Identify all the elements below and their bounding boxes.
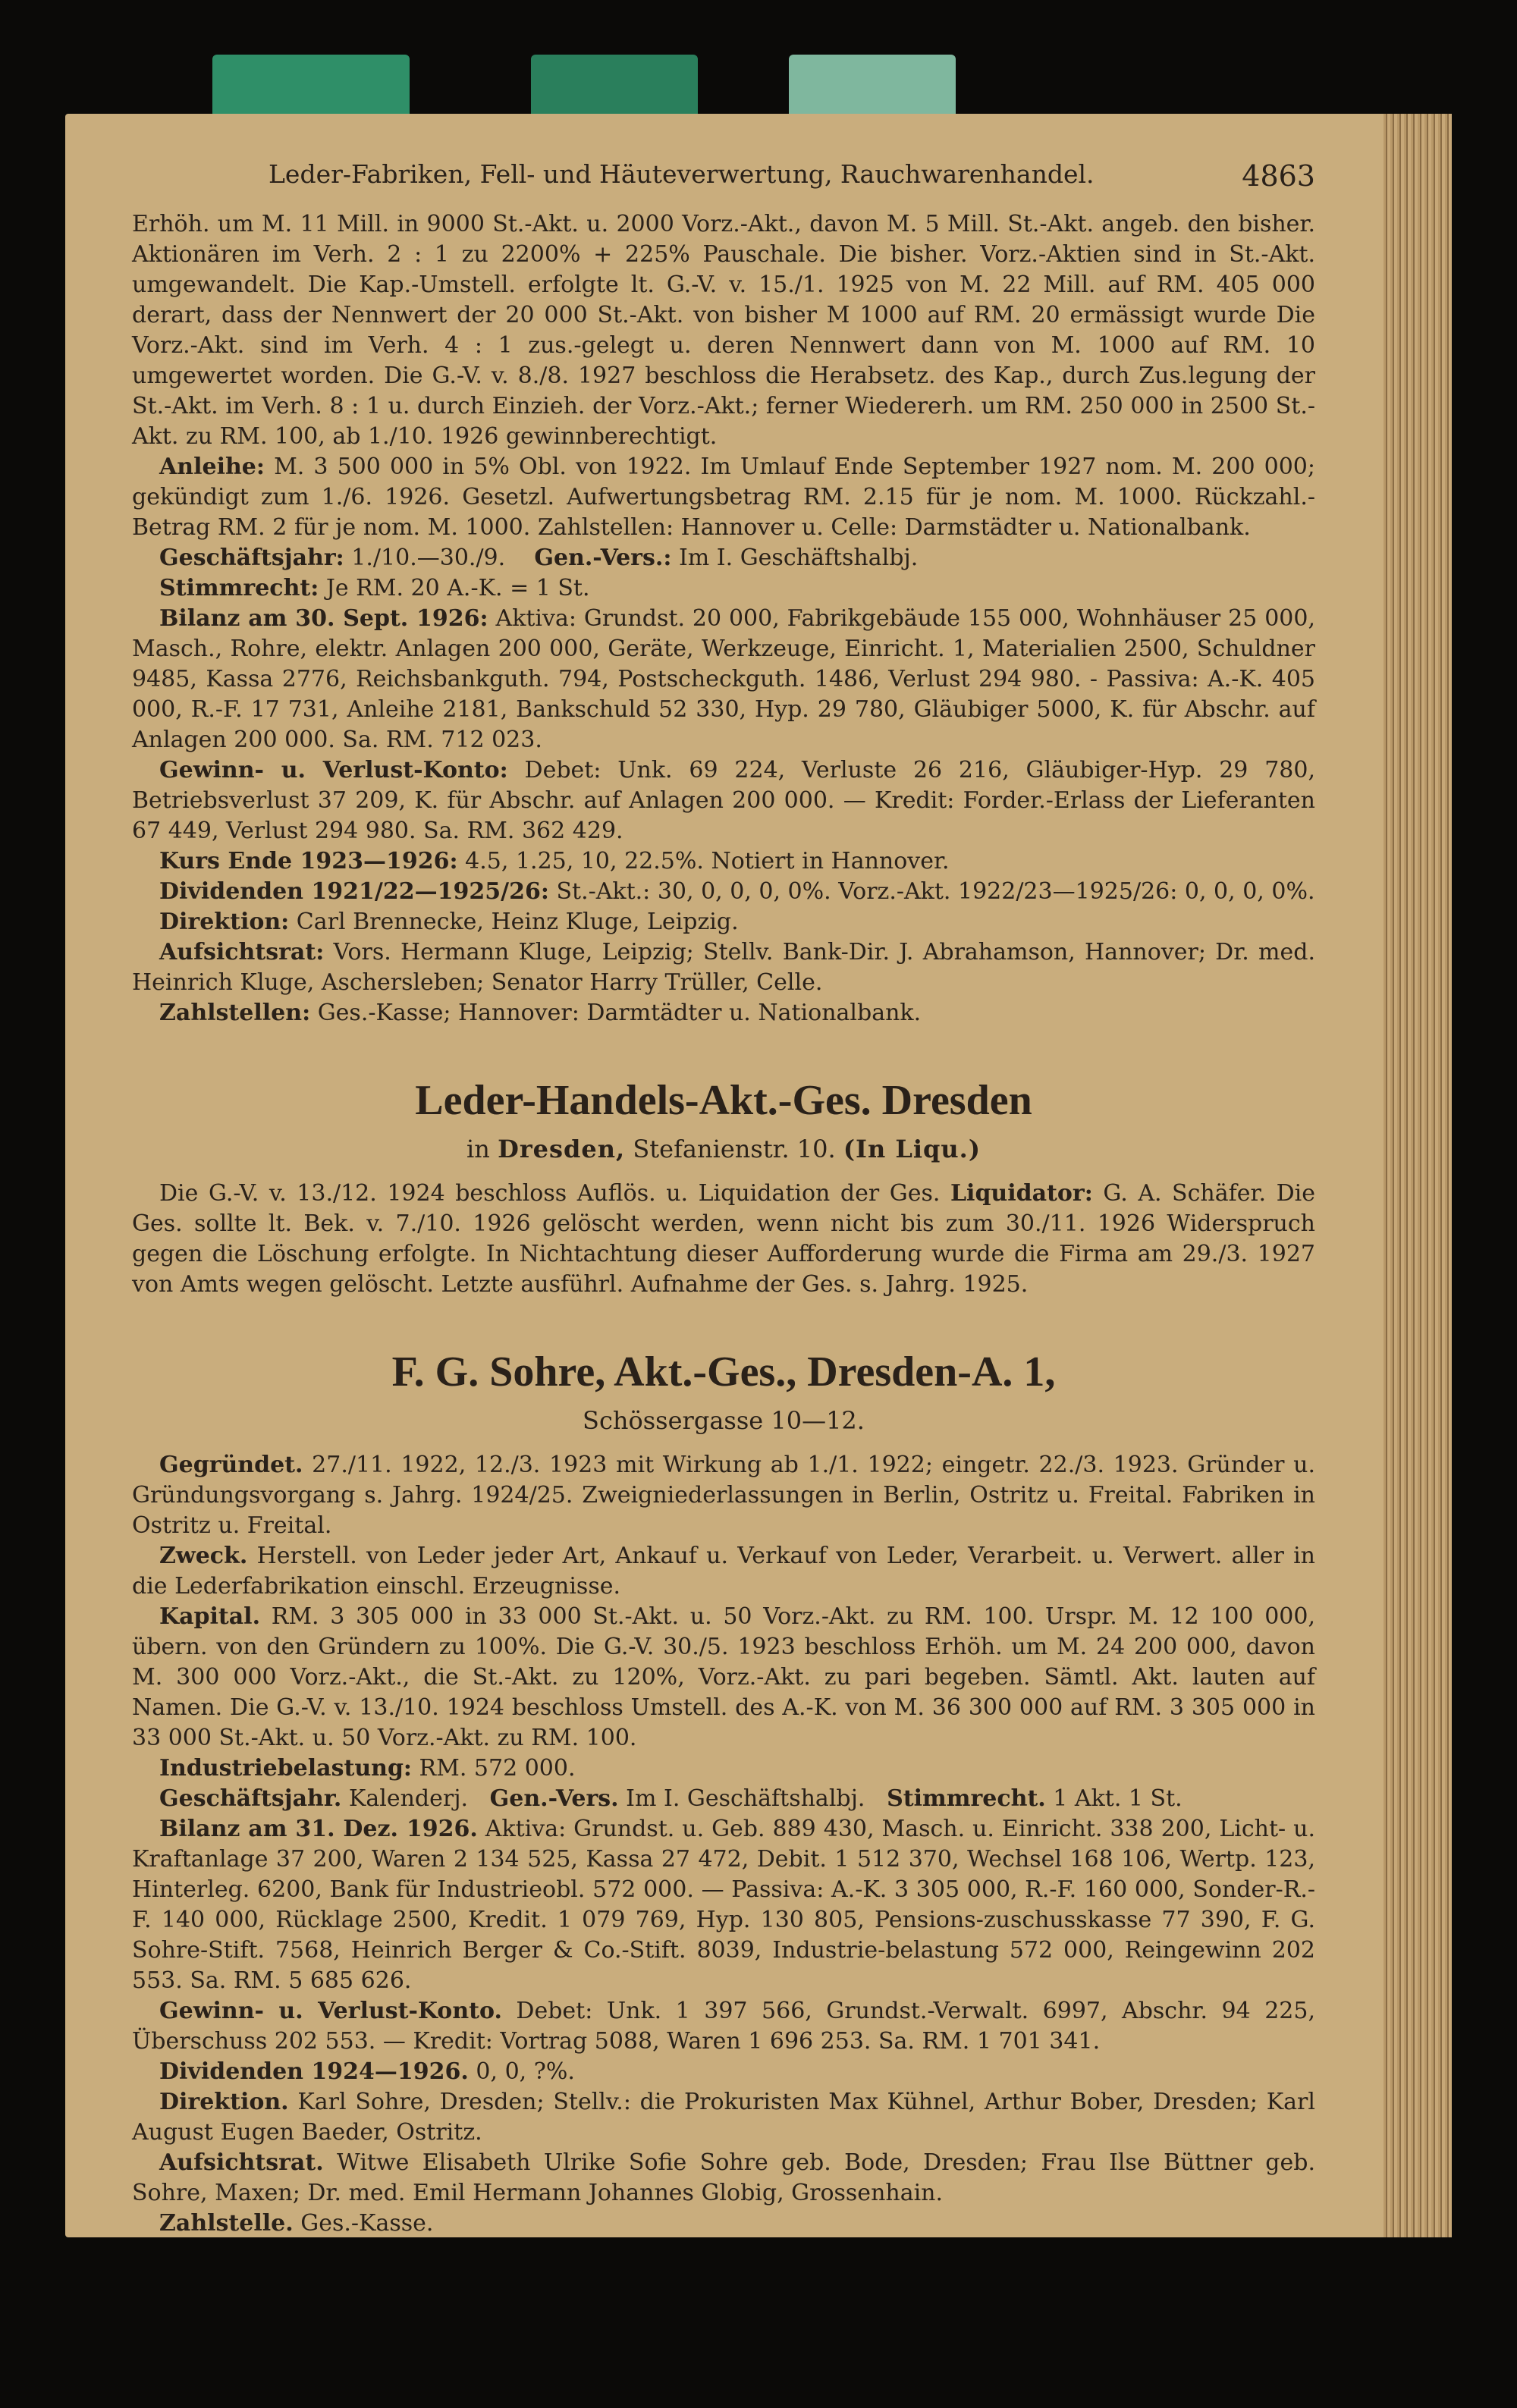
price-paragraph: Kurs Ende 1923—1926: 4.5, 1.25, 10, 22.5%. Notiert in Hannover. [159,848,950,874]
capital-paragraph: Kapital. RM. 3 305 000 in 33 000 St.-Akt. u. 50 Vorz.-Akt. zu RM. 100. Urspr. M. 12 100 000, übern. von den Gründern zu 100%. Die G.-V. 30./5. 1923 beschloss Erhöh. um M. 24 200 000, davon M. 300 000 Vorz.-Akt., die St.-Akt. zu 120%, Vorz.-Akt. zu pari begeben. Sämtl. Akt. lauten auf Namen. Die G.-V. v. 13./10. 1924 beschloss Umstell. des A.-K. von M. 36 300 000 auf RM. 3 305 000 in 33 000 St.-Akt. u. 50 Vorz.-Akt. zu RM. 100. [132,1603,1315,1751]
board-paragraph: Direktion: Carl Brennecke, Heinz Kluge, Leipzig. [159,909,739,935]
section-sohre [132,1345,1315,2239]
section-kluge-continued [132,209,1315,1028]
purpose-paragraph: Zweck. Herstell. von Leder jeder Art, Ankauf u. Verkauf von Leder, Verarbeit. u. Verwert. aller in die Lederfabrikation einschl. Erzeugnisse. [132,1543,1315,1600]
profit-loss-paragraph: Gewinn- u. Verlust-Konto. Debet: Unk. 1 397 566, Grundst.-Verwalt. 6997, Abschr. 94 225, Überschuss 202 553. — Kredit: Vortrag 5088, Waren 1 696 253. Sa. RM. 1 701 341. [132,1998,1315,2055]
paying-agent-paragraph: Zahlstelle. Ges.-Kasse. [159,2210,434,2237]
section-leder-handels [132,1074,1315,1300]
page-number: 4863 [1242,159,1315,193]
running-header [132,159,1315,193]
company-title: F. G. Sohre, Akt.-Ges., Dresden-A. 1, [391,1348,1056,1396]
supervisory-paragraph: Aufsichtsrat. Witwe Elisabeth Ulrike Sofie Sohre geb. Bode, Dresden; Frau Ilse Büttner geb. Sohre, Maxen; Dr. med. Emil Hermann Johannes Globig, Grossenhain. [132,2149,1315,2206]
page-edges [1384,114,1452,2237]
dividend-paragraph: Dividenden 1924—1926. 0, 0, ?%. [159,2058,575,2085]
voting-paragraph: Stimmrecht: Je RM. 20 A.-K. = 1 St. [159,575,590,601]
company-title: Leder-Handels-Akt.-Ges. Dresden [415,1077,1032,1124]
capital-history: Erhöh. um M. 11 Mill. in 9000 St.-Akt. u. 2000 Vorz.-Akt., davon M. 5 Mill. St.-Akt. angeb. den bisher. Aktionären im Verh. 2 : 1 zu 2200% + 225% Pauschale. Die bisher. Vorz.-Aktien sind in St.-Akt. umgewandelt. Die Kap.-Umstell. erfolgte lt. G.-V. v. 15./1. 1925 von M. 22 Mill. auf RM. 405 000 derart, dass der Nennwert der 20 000 St.-Akt. von bisher M 1000 auf RM. 20 ermässigt wurde Die Vorz.-Akt. sind im Verh. 4 : 1 zus.-gelegt u. deren Nennwert dann von M. 1000 auf RM. 10 umgewertet worden. Die G.-V. v. 8./8. 1927 beschloss die Herabsetz. des Kap., durch Zus.legung der St.-Akt. im Verh. 8 : 1 u. durch Einzieh. der Vorz.-Akt.; ferner Wiedererh. um RM. 250 000 in 2500 St.-Akt. zu RM. 100, ab 1./10. 1926 gewinnberechtigt. [132,211,1315,450]
liquidation-paragraph: Die G.-V. v. 13./12. 1924 beschloss Auflös. u. Liquidation der Ges. Liquidator: G. A. Schäfer. Die Ges. sollte lt. Bek. v. 7./10. 1926 gelöscht werden, wenn nicht bis zum 30./11. 1926 Widerspruch gegen die Löschung erfolgte. In Nichtachtung dieser Aufforderung wurde die Firma am 29./3. 1927 von Amts wegen gelöscht. Letzte ausführl. Aufnahme der Ges. s. Jahrg. 1925. [132,1180,1315,1298]
board-paragraph: Direktion. Karl Sohre, Dresden; Stellv.: die Prokuristen Max Kühnel, Arthur Bober, Dresden; Karl August Eugen Baeder, Ostritz. [132,2089,1315,2146]
anleihe-paragraph: Anleihe: M. 3 500 000 in 5% Obl. von 1922. Im Umlauf Ende September 1927 nom. M. 200 000; gekündigt zum 1./6. 1926. Gesetzl. Aufwertungsbetrag RM. 2.15 für je nom. M. 1000. Rückzahl.-Betrag RM. 2 für je nom. M. 1000. Zahlstellen: Hannover u. Celle: Darmstädter u. Nationalbank. [132,454,1315,541]
company-address: Schössergasse 10—12. [583,1406,865,1435]
founded-paragraph: Gegründet. 27./11. 1922, 12./3. 1923 mit Wirkung ab 1./1. 1922; eingetr. 22./3. 1923. Gründer u. Gründungsvorgang s. Jahrg. 1924/25. Zweigniederlassungen in Berlin, Ostritz u. Freital. Fabriken in Ostritz u. Freital. [132,1452,1315,1539]
book-page [65,114,1450,2237]
company-subtitle: in Dresden, Stefanienstr. 10. (In Liqu.) [466,1135,981,1163]
page-content [132,159,1315,2239]
industry-burden-paragraph: Industriebelastung: RM. 572 000. [159,1755,576,1782]
paying-agents-paragraph: Zahlstellen: Ges.-Kasse; Hannover: Darmtädter u. Nationalbank. [159,1000,922,1026]
fiscal-year-paragraph: Geschäftsjahr: 1./10.—30./9. Gen.-Vers.: Im I. Geschäftshalbj. [159,545,919,571]
running-title: Leder-Fabriken, Fell- und Häuteverwertung, Rauchwarenhandel. [269,159,1095,189]
fiscal-year-paragraph: Geschäftsjahr. Kalenderj. Gen.-Vers. Im I. Geschäftshalbj. Stimmrecht. 1 Akt. 1 St. [159,1785,1183,1812]
balance-paragraph: Bilanz am 30. Sept. 1926: Aktiva: Grundst. 20 000, Fabrikgebäude 155 000, Wohnhäuser 25 000, Masch., Rohre, elektr. Anlagen 200 000, Geräte, Werkzeuge, Einricht. 1, Materialien 2500, Schuldner 9485, Kassa 2776, Reichsbankguth. 794, Postscheckguth. 1486, Verlust 294 980. - Passiva: A.-K. 405 000, R.-F. 17 731, Anleihe 2181, Bankschuld 52 330, Hyp. 29 780, Gläubiger 5000, K. für Abschr. auf Anlagen 200 000. Sa. RM. 712 023. [132,605,1315,753]
supervisory-paragraph: Aufsichtsrat: Vors. Hermann Kluge, Leipzig; Stellv. Bank-Dir. J. Abrahamson, Hannover; Dr. med. Heinrich Kluge, Aschersleben; Senator Harry Trüller, Celle. [132,939,1315,996]
balance-paragraph: Bilanz am 31. Dez. 1926. Aktiva: Grundst. u. Geb. 889 430, Masch. u. Einricht. 338 200, Licht- u. Kraftanlage 37 200, Waren 2 134 525, Kassa 27 472, Debit. 1 512 370, Wechsel 168 106, Wertp. 123, Hinterleg. 6200, Bank für Industrieobl. 572 000. — Passiva: A.-K. 3 305 000, R.-F. 160 000, Sonder-R.-F. 140 000, Rücklage 2500, Kredit. 1 079 769, Hyp. 130 805, Pensions-zuschusskasse 77 390, F. G. Sohre-Stift. 7568, Heinrich Berger & Co.-Stift. 8039, Industrie-belastung 572 000, Reingewinn 202 553. Sa. RM. 5 685 626. [132,1816,1315,1994]
profit-loss-paragraph: Gewinn- u. Verlust-Konto: Debet: Unk. 69 224, Verluste 26 216, Gläubiger-Hyp. 29 780, Betriebsverlust 37 209, K. für Abschr. auf Anlagen 200 000. — Kredit: Forder.-Erlass der Lieferanten 67 449, Verlust 294 980. Sa. RM. 362 429. [132,757,1315,844]
dividend-paragraph: Dividenden 1921/22—1925/26: St.-Akt.: 30, 0, 0, 0, 0%. Vorz.-Akt. 1922/23—1925/26: 0, 0, 0, 0%. [159,878,1315,905]
